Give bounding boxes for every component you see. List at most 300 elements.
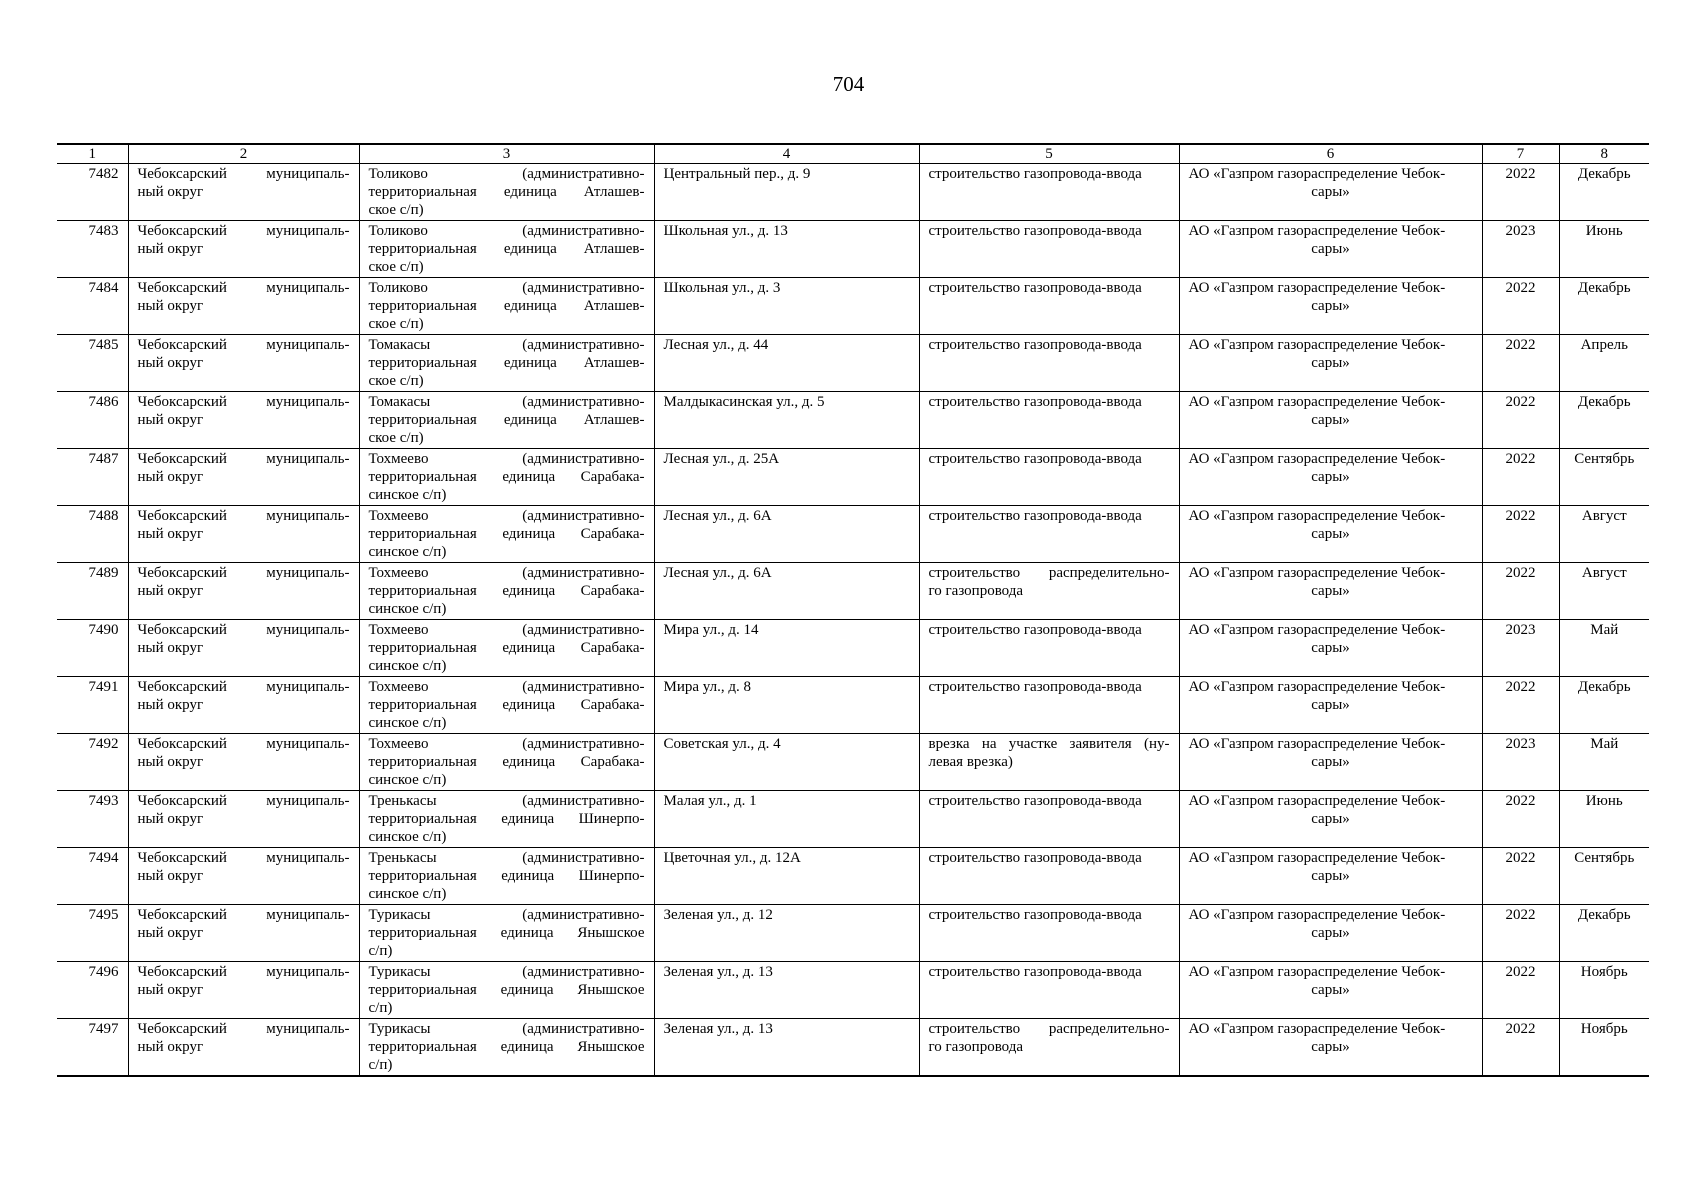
year: 2022: [1505, 907, 1536, 923]
settlement-type: (административно-: [522, 451, 645, 467]
settlement-cell: [359, 506, 654, 563]
organization-line: АО «Газпром газораспределение Чебок-: [1188, 166, 1446, 182]
district-line: [138, 849, 350, 867]
month: Декабрь: [1577, 679, 1631, 695]
address-cell: [654, 392, 919, 449]
settlement-line: [369, 696, 645, 714]
district-cell: [128, 221, 359, 278]
organization-cell: [1179, 506, 1482, 563]
table-row: [57, 791, 1649, 848]
district-cell: [128, 164, 359, 221]
settlement-word: Атлашев-: [583, 241, 645, 257]
district-line: [138, 1020, 350, 1038]
settlement-word: единица: [503, 412, 557, 428]
year-cell: [1482, 620, 1559, 677]
settlement-line: [369, 450, 645, 468]
month: Ноябрь: [1580, 1021, 1628, 1037]
settlement-line: синское с/п): [368, 601, 447, 617]
settlement-line: с/п): [368, 1000, 393, 1016]
settlement-line: [369, 411, 645, 429]
organization-line: сары»: [1311, 640, 1350, 656]
settlement-type: (административно-: [522, 508, 645, 524]
district-word: муниципаль-: [266, 622, 350, 638]
settlement-name: Томакасы: [368, 394, 431, 410]
column-header: 8: [1559, 144, 1649, 164]
work-type-line: го газопровода: [928, 1039, 1024, 1055]
organization-cell: [1179, 449, 1482, 506]
register-table: [57, 143, 1649, 1077]
settlement-word: единица: [500, 1039, 554, 1055]
district-word: Чебоксарский: [137, 337, 227, 353]
settlement-word: единица: [503, 184, 557, 200]
row-number: 7487: [88, 451, 119, 467]
address: Цветочная ул., д. 12А: [663, 850, 801, 866]
address: Малдыкасинская ул., д. 5: [663, 394, 825, 410]
settlement-name: Тохмеево: [368, 736, 429, 752]
district-line: [138, 963, 350, 981]
district-word: муниципаль-: [266, 337, 350, 353]
settlement-word: единица: [503, 298, 557, 314]
settlement-line: [369, 525, 645, 543]
row-number: 7490: [88, 622, 119, 638]
settlement-line: [369, 165, 645, 183]
settlement-word: территориальная: [368, 697, 477, 713]
year-cell: [1482, 734, 1559, 791]
settlement-line: [369, 792, 645, 810]
settlement-word: Сарабака-: [580, 583, 645, 599]
month-cell: [1559, 335, 1649, 392]
settlement-name: Тренькасы: [368, 793, 437, 809]
work-type-line: строительство газопровода-ввода: [928, 223, 1142, 239]
year: 2022: [1505, 1021, 1536, 1037]
settlement-word: территориальная: [368, 640, 477, 656]
district-line: ный округ: [137, 526, 204, 542]
work-type-cell: [919, 677, 1179, 734]
settlement-cell: [359, 164, 654, 221]
settlement-word: единица: [502, 583, 556, 599]
district-word: муниципаль-: [266, 793, 350, 809]
district-line: [138, 621, 350, 639]
year: 2022: [1505, 166, 1536, 182]
row-number-cell: [57, 449, 128, 506]
organization-cell: [1179, 791, 1482, 848]
settlement-word: единица: [502, 697, 556, 713]
organization-line: сары»: [1311, 298, 1350, 314]
work-type-line: [929, 564, 1170, 582]
year-cell: [1482, 905, 1559, 962]
work-type-cell: [919, 164, 1179, 221]
month-cell: [1559, 506, 1649, 563]
year-cell: [1482, 506, 1559, 563]
settlement-word: единица: [503, 355, 557, 371]
work-type-cell: [919, 734, 1179, 791]
work-type-word: на: [981, 736, 997, 752]
district-line: [138, 735, 350, 753]
settlement-line: [369, 336, 645, 354]
register-body: [57, 164, 1649, 1076]
settlement-type: (административно-: [522, 337, 645, 353]
work-type-cell: [919, 278, 1179, 335]
settlement-cell: [359, 563, 654, 620]
settlement-cell: [359, 848, 654, 905]
settlement-name: Тохмеево: [368, 679, 429, 695]
organization-line: сары»: [1311, 982, 1350, 998]
district-word: Чебоксарский: [137, 850, 227, 866]
settlement-word: единица: [500, 982, 554, 998]
row-number-cell: [57, 392, 128, 449]
organization-cell: [1179, 848, 1482, 905]
address: Школьная ул., д. 3: [663, 280, 781, 296]
settlement-line: [369, 849, 645, 867]
row-number-cell: [57, 335, 128, 392]
year-cell: [1482, 563, 1559, 620]
district-word: муниципаль-: [266, 679, 350, 695]
year: 2022: [1505, 280, 1536, 296]
settlement-word: Шинерпо-: [578, 811, 645, 827]
district-cell: [128, 506, 359, 563]
district-line: [138, 222, 350, 240]
district-line: ный округ: [137, 868, 204, 884]
settlement-type: (административно-: [522, 793, 645, 809]
table-row: [57, 677, 1649, 734]
settlement-type: (административно-: [522, 223, 645, 239]
settlement-name: Турикасы: [368, 1021, 431, 1037]
organization-line: АО «Газпром газораспределение Чебок-: [1188, 223, 1446, 239]
settlement-word: единица: [502, 754, 556, 770]
work-type-line: строительство газопровода-ввода: [928, 280, 1142, 296]
month: Август: [1581, 508, 1627, 524]
year: 2022: [1505, 793, 1536, 809]
work-type-cell: [919, 620, 1179, 677]
district-cell: [128, 791, 359, 848]
settlement-line: [369, 354, 645, 372]
district-word: Чебоксарский: [137, 394, 227, 410]
row-number: 7496: [88, 964, 119, 980]
table-row: [57, 734, 1649, 791]
work-type-word: (ну-: [1143, 736, 1170, 752]
settlement-word: Шинерпо-: [578, 868, 645, 884]
settlement-word: Сарабака-: [580, 754, 645, 770]
year-cell: [1482, 791, 1559, 848]
month-cell: [1559, 1019, 1649, 1076]
column-number-row: [57, 144, 1649, 164]
district-word: муниципаль-: [266, 223, 350, 239]
table-row: [57, 335, 1649, 392]
settlement-name: Тохмеево: [368, 508, 429, 524]
settlement-name: Толиково: [368, 166, 428, 182]
settlement-word: территориальная: [368, 184, 477, 200]
district-cell: [128, 278, 359, 335]
settlement-name: Толиково: [368, 280, 428, 296]
work-type-line: строительство газопровода-ввода: [928, 394, 1142, 410]
settlement-word: единица: [502, 526, 556, 542]
month-cell: [1559, 221, 1649, 278]
district-word: муниципаль-: [266, 451, 350, 467]
settlement-type: (административно-: [522, 166, 645, 182]
month-cell: [1559, 449, 1649, 506]
organization-cell: [1179, 392, 1482, 449]
organization-line: сары»: [1311, 412, 1350, 428]
table-row: [57, 278, 1649, 335]
district-word: Чебоксарский: [137, 508, 227, 524]
organization-line: сары»: [1311, 583, 1350, 599]
district-cell: [128, 905, 359, 962]
table-row: [57, 506, 1649, 563]
month-cell: [1559, 164, 1649, 221]
settlement-line: [369, 906, 645, 924]
settlement-word: территориальная: [368, 241, 477, 257]
district-word: муниципаль-: [266, 736, 350, 752]
settlement-line: [369, 393, 645, 411]
district-line: ный округ: [137, 640, 204, 656]
district-word: муниципаль-: [266, 280, 350, 296]
work-type-line: строительство газопровода-ввода: [928, 508, 1142, 524]
organization-line: АО «Газпром газораспределение Чебок-: [1188, 280, 1446, 296]
address: Зеленая ул., д. 13: [663, 1021, 773, 1037]
month: Июнь: [1585, 223, 1623, 239]
table-row: [57, 848, 1649, 905]
address: Зеленая ул., д. 12: [663, 907, 773, 923]
organization-line: АО «Газпром газораспределение Чебок-: [1188, 679, 1446, 695]
organization-line: сары»: [1311, 754, 1350, 770]
year: 2022: [1505, 337, 1536, 353]
table-row: [57, 392, 1649, 449]
row-number: 7485: [88, 337, 119, 353]
row-number: 7483: [88, 223, 119, 239]
settlement-word: Янышское: [577, 1039, 645, 1055]
settlement-line: [369, 735, 645, 753]
organization-cell: [1179, 620, 1482, 677]
settlement-line: [369, 981, 645, 999]
district-line: [138, 678, 350, 696]
year-cell: [1482, 278, 1559, 335]
row-number: 7482: [88, 166, 119, 182]
work-type-line: го газопровода: [928, 583, 1024, 599]
settlement-line: ское с/п): [368, 316, 424, 332]
organization-line: сары»: [1311, 241, 1350, 257]
organization-line: АО «Газпром газораспределение Чебок-: [1188, 850, 1446, 866]
settlement-type: (административно-: [522, 736, 645, 752]
district-word: Чебоксарский: [137, 223, 227, 239]
district-line: [138, 564, 350, 582]
district-word: Чебоксарский: [137, 679, 227, 695]
year-cell: [1482, 221, 1559, 278]
year-cell: [1482, 848, 1559, 905]
organization-cell: [1179, 335, 1482, 392]
work-type-line: строительство газопровода-ввода: [928, 166, 1142, 182]
settlement-line: синское с/п): [368, 658, 447, 674]
row-number-cell: [57, 620, 128, 677]
settlement-name: Турикасы: [368, 907, 431, 923]
organization-line: сары»: [1311, 526, 1350, 542]
column-header: 4: [654, 144, 919, 164]
address-cell: [654, 335, 919, 392]
settlement-cell: [359, 278, 654, 335]
work-type-cell: [919, 848, 1179, 905]
organization-line: сары»: [1311, 811, 1350, 827]
work-type-cell: [919, 1019, 1179, 1076]
district-line: ный округ: [137, 298, 204, 314]
address-cell: [654, 791, 919, 848]
district-line: ный округ: [137, 754, 204, 770]
address-cell: [654, 563, 919, 620]
organization-cell: [1179, 278, 1482, 335]
district-word: муниципаль-: [266, 508, 350, 524]
address-cell: [654, 278, 919, 335]
settlement-word: Атлашев-: [583, 298, 645, 314]
settlement-line: синское с/п): [368, 715, 447, 731]
organization-line: АО «Газпром газораспределение Чебок-: [1188, 337, 1446, 353]
row-number: 7494: [88, 850, 119, 866]
settlement-word: территориальная: [368, 1039, 477, 1055]
month-cell: [1559, 848, 1649, 905]
settlement-line: [369, 564, 645, 582]
settlement-type: (административно-: [522, 622, 645, 638]
address: Центральный пер., д. 9: [663, 166, 811, 182]
address-cell: [654, 677, 919, 734]
organization-line: АО «Газпром газораспределение Чебок-: [1188, 793, 1446, 809]
year: 2022: [1505, 508, 1536, 524]
year: 2023: [1505, 223, 1536, 239]
settlement-line: [369, 582, 645, 600]
year: 2022: [1505, 964, 1536, 980]
district-word: Чебоксарский: [137, 451, 227, 467]
row-number-cell: [57, 506, 128, 563]
settlement-word: единица: [502, 469, 556, 485]
district-line: [138, 906, 350, 924]
table-row: [57, 563, 1649, 620]
settlement-word: территориальная: [368, 583, 477, 599]
district-line: [138, 450, 350, 468]
settlement-line: ское с/п): [368, 259, 424, 275]
row-number: 7486: [88, 394, 119, 410]
work-type-line: строительство газопровода-ввода: [928, 850, 1142, 866]
settlement-word: Сарабака-: [580, 526, 645, 542]
settlement-cell: [359, 221, 654, 278]
work-type-line: строительство газопровода-ввода: [928, 622, 1142, 638]
organization-line: сары»: [1311, 925, 1350, 941]
district-line: ный округ: [137, 697, 204, 713]
organization-cell: [1179, 734, 1482, 791]
settlement-name: Толиково: [368, 223, 428, 239]
settlement-word: единица: [501, 868, 555, 884]
settlement-line: [369, 240, 645, 258]
address-cell: [654, 449, 919, 506]
district-cell: [128, 734, 359, 791]
settlement-line: [369, 507, 645, 525]
settlement-line: синское с/п): [368, 829, 447, 845]
work-type-word: заявителя: [1069, 736, 1132, 752]
district-line: [138, 393, 350, 411]
table-row: [57, 221, 1649, 278]
column-header: 5: [919, 144, 1179, 164]
organization-line: сары»: [1311, 1039, 1350, 1055]
settlement-line: [369, 753, 645, 771]
row-number: 7493: [88, 793, 119, 809]
address: Лесная ул., д. 6А: [663, 508, 772, 524]
table-row: [57, 164, 1649, 221]
district-cell: [128, 677, 359, 734]
settlement-line: [369, 279, 645, 297]
year-cell: [1482, 335, 1559, 392]
organization-cell: [1179, 164, 1482, 221]
row-number: 7497: [88, 1021, 119, 1037]
month-cell: [1559, 905, 1649, 962]
address-cell: [654, 221, 919, 278]
settlement-line: [369, 963, 645, 981]
month: Май: [1590, 736, 1619, 752]
year: 2022: [1505, 850, 1536, 866]
settlement-word: Сарабака-: [580, 697, 645, 713]
settlement-cell: [359, 734, 654, 791]
settlement-word: территориальная: [368, 412, 477, 428]
settlement-line: синское с/п): [368, 544, 447, 560]
address-cell: [654, 962, 919, 1019]
row-number-cell: [57, 1019, 128, 1076]
row-number: 7491: [88, 679, 119, 695]
year: 2023: [1505, 622, 1536, 638]
district-word: муниципаль-: [266, 565, 350, 581]
district-word: муниципаль-: [266, 1021, 350, 1037]
settlement-line: [369, 183, 645, 201]
address: Лесная ул., д. 25А: [663, 451, 780, 467]
district-word: Чебоксарский: [137, 565, 227, 581]
settlement-cell: [359, 335, 654, 392]
year-cell: [1482, 1019, 1559, 1076]
row-number: 7488: [88, 508, 119, 524]
row-number-cell: [57, 734, 128, 791]
organization-line: АО «Газпром газораспределение Чебок-: [1188, 565, 1446, 581]
settlement-cell: [359, 449, 654, 506]
district-word: муниципаль-: [266, 166, 350, 182]
work-type-cell: [919, 392, 1179, 449]
settlement-line: [369, 810, 645, 828]
month: Апрель: [1580, 337, 1628, 353]
work-type-cell: [919, 335, 1179, 392]
settlement-line: [369, 867, 645, 885]
row-number: 7495: [88, 907, 119, 923]
month-cell: [1559, 278, 1649, 335]
month-cell: [1559, 734, 1649, 791]
settlement-line: с/п): [368, 1057, 393, 1073]
settlement-word: территориальная: [368, 925, 477, 941]
address-cell: [654, 848, 919, 905]
month: Декабрь: [1577, 907, 1631, 923]
district-word: Чебоксарский: [137, 736, 227, 752]
address: Школьная ул., д. 13: [663, 223, 788, 239]
settlement-word: территориальная: [368, 811, 477, 827]
settlement-line: [369, 639, 645, 657]
year: 2023: [1505, 736, 1536, 752]
settlement-word: Сарабака-: [580, 469, 645, 485]
settlement-name: Турикасы: [368, 964, 431, 980]
settlement-line: [369, 621, 645, 639]
settlement-type: (административно-: [522, 565, 645, 581]
column-header: 1: [57, 144, 128, 164]
work-type-cell: [919, 449, 1179, 506]
organization-line: сары»: [1311, 355, 1350, 371]
month: Ноябрь: [1580, 964, 1628, 980]
row-number-cell: [57, 164, 128, 221]
work-type-line: строительство газопровода-ввода: [928, 679, 1142, 695]
district-cell: [128, 848, 359, 905]
district-line: [138, 336, 350, 354]
settlement-name: Томакасы: [368, 337, 431, 353]
settlement-word: единица: [501, 811, 555, 827]
row-number: 7484: [88, 280, 119, 296]
settlement-line: [369, 678, 645, 696]
district-line: ный округ: [137, 241, 204, 257]
